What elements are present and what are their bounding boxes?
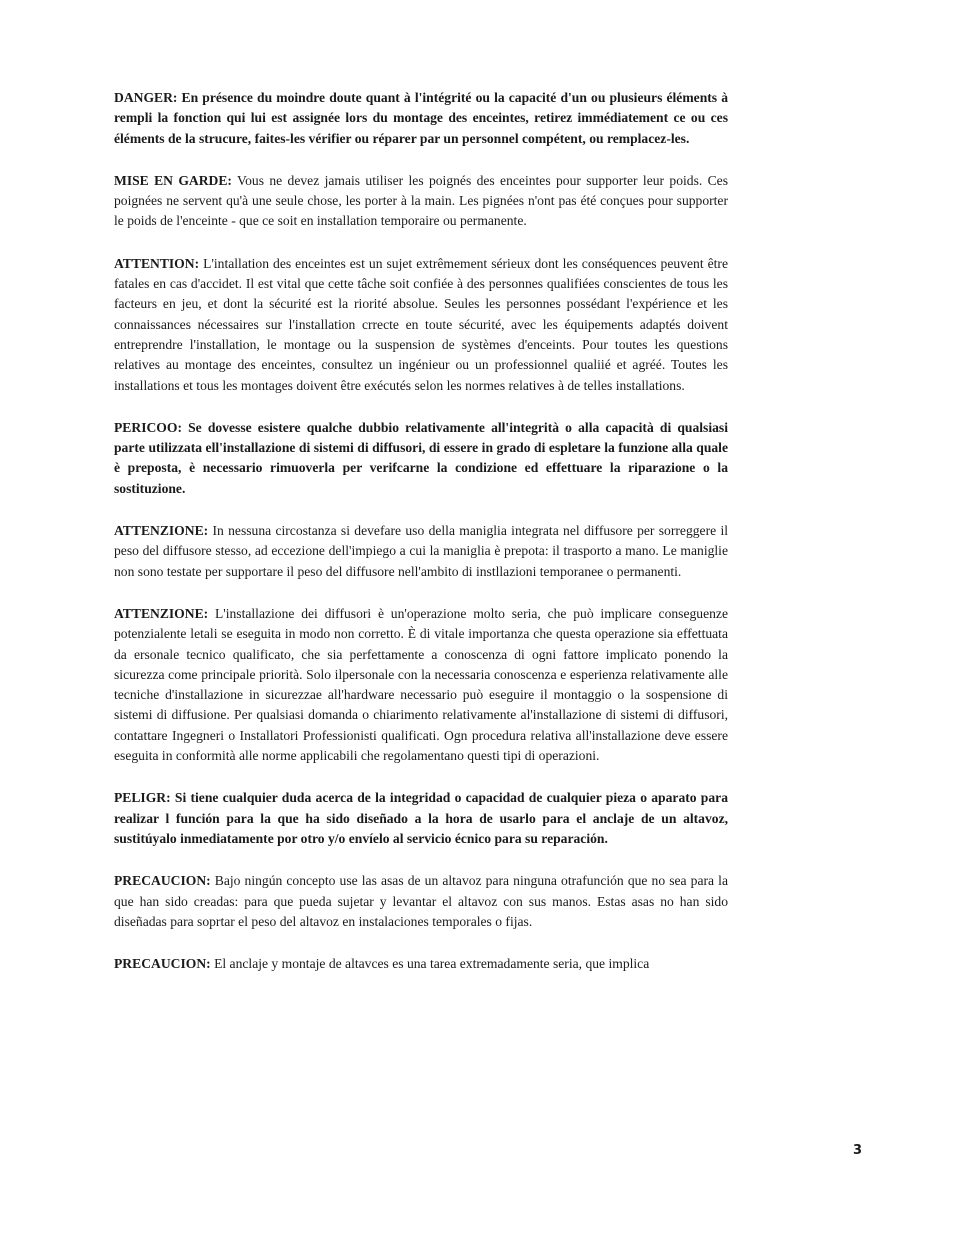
paragraph-precaucion-install-es xyxy=(114,954,728,974)
paragraph-label: PRECAUCION: xyxy=(114,873,211,889)
paragraph-mise-en-garde-fr xyxy=(114,171,728,232)
paragraph-pericolo-it xyxy=(114,418,728,499)
document-body xyxy=(114,88,728,996)
paragraph-precaucion-handles-es xyxy=(114,871,728,932)
paragraph-text: L'intallation des enceintes est un sujet extrêmement sérieux dont les conséquences peuvent être fatales en cas d'accidet. Il est vital que cette tâche soit confiée à des personnes qualifiées conscientes de tous les facteurs en jeu, et dont la sécurité est la riorité absolue. Seules les personnes possédant l'expérience et les connaissances nécessaires sur l'installation crrecte en toute sécurité, avec les équipements adaptés doivent entreprendre l'installation, le montage ou la suspension de systèmes d'enceints. Pour toutes les questions relatives au montage des enceintes, consultez un ingénieur ou un professionnel qualiié et agréé. Toutes les installations et tous les montages doivent être exécutés selon les normes relatives à de telles installations. xyxy=(114,255,728,393)
paragraph-label: PERICOO: xyxy=(114,419,182,435)
paragraph-label: PRECAUCION: xyxy=(114,956,211,972)
paragraph-label: ATTENZIONE: xyxy=(114,523,209,539)
paragraph-peligro-es xyxy=(114,788,728,849)
paragraph-attention-fr xyxy=(114,254,728,396)
paragraph-text: In nessuna circostanza si devefare uso della maniglia integrata nel diffusore per sorreggere il peso del diffusore stesso, ad eccezione dell'impiego a cui la maniglia è prepota: il trasporto a mano. Le maniglie non sono testate per supportare il peso del diffusore nell'ambito di instllazioni temporanee o permanenti. xyxy=(114,523,728,579)
paragraph-label: DANGER: xyxy=(114,90,178,105)
paragraph-text: Vous ne devez jamais utiliser les poignés des enceintes pour supporter leur poids. Ces poignées ne servent qu'à une seule chose, les porter à la main. Les pignées n'ont pas été conçues pour supporter le poids de l'enceinte - que ce soit en installation temporaire ou permanente. xyxy=(114,172,729,229)
paragraph-text: Si tiene cualquier duda acerca de la integridad o capacidad de cualquier pieza o aparato para realizar l función para la que ha sido diseñado a la hora de usarlo para el anclaje de un altavoz, sustitúyalo inmediatamente por otro y/o envíelo al servicio écnico para su reparación. xyxy=(114,790,728,846)
page-number: 3 xyxy=(853,1143,863,1158)
paragraph-text: En présence du moindre doute quant à l'intégrité ou la capacité d'un ou plusieurs éléments à rempli la fonction qui lui est assignée lors du montage des enceintes, retirez immédiatement ce ou ces éléments de la strucure, faites-les vérifier ou réparer par un personnel compétent, ou remplacez-les. xyxy=(114,90,728,146)
paragraph-text: L'installazione dei diffusori è un'operazione molto seria, che può implicare conseguenze potenzialente letali se eseguita in modo non corretto. È di vitale importanza che questa operazione sia effettuata da ersonale tecnico qualificato, che sia perfettamente a conoscenza di ogni fattore implicato ponendo la sicurezza come principale priorità. Solo ilpersonale con la necessaria conoscenza e esperienza relativamente alle tecniche d'installazione in sicurezzae all'hardware necessario può eseguire il montaggio o la sospensione di sistemi di diffusione. Per qualsiasi domanda o chiarimento relativamente al'installazione di sistemi di diffusori, contattare Ingegneri o Installatori Professionisti qualificati. Ogn procedura relativa all'installazione deve essere eseguita in conformità alle norme applicabili che regolamentano questi tipi di operazioni. xyxy=(114,605,728,764)
paragraph-text: Se dovesse esistere qualche dubbio relativamente all'integrità o alla capacità di qualsiasi parte utilizzata ell'installazione di sistemi di diffusori, di essere in grado di espletare la funzione alla quale è preposta, è necessario rimuoverla per verifcarne la condizione ed effettuare la riparazione o la sostituzione. xyxy=(114,419,728,496)
paragraph-text: El anclaje y montaje de altavces es una tarea extremadamente seria, que implica xyxy=(210,956,650,972)
paragraph-text: Bajo ningún concepto use las asas de un altavoz para ninguna otrafunción que no sea para la que han sido creadas: para que pueda sujetar y levantar el altavoz con sus manos. Estas asas no han sido diseñadas para soprtar el peso del altavoz en instalaciones temporales o fijas. xyxy=(114,873,728,929)
paragraph-danger-fr xyxy=(114,88,728,149)
paragraph-label: MISE EN GARDE: xyxy=(114,172,232,188)
paragraph-attenzione-install-it xyxy=(114,604,728,766)
paragraph-label: ATTENTION: xyxy=(114,255,200,271)
paragraph-attenzione-handles-it xyxy=(114,521,728,582)
paragraph-label: ATTENZIONE: xyxy=(114,605,209,621)
paragraph-label: PELIGR: xyxy=(114,790,171,806)
